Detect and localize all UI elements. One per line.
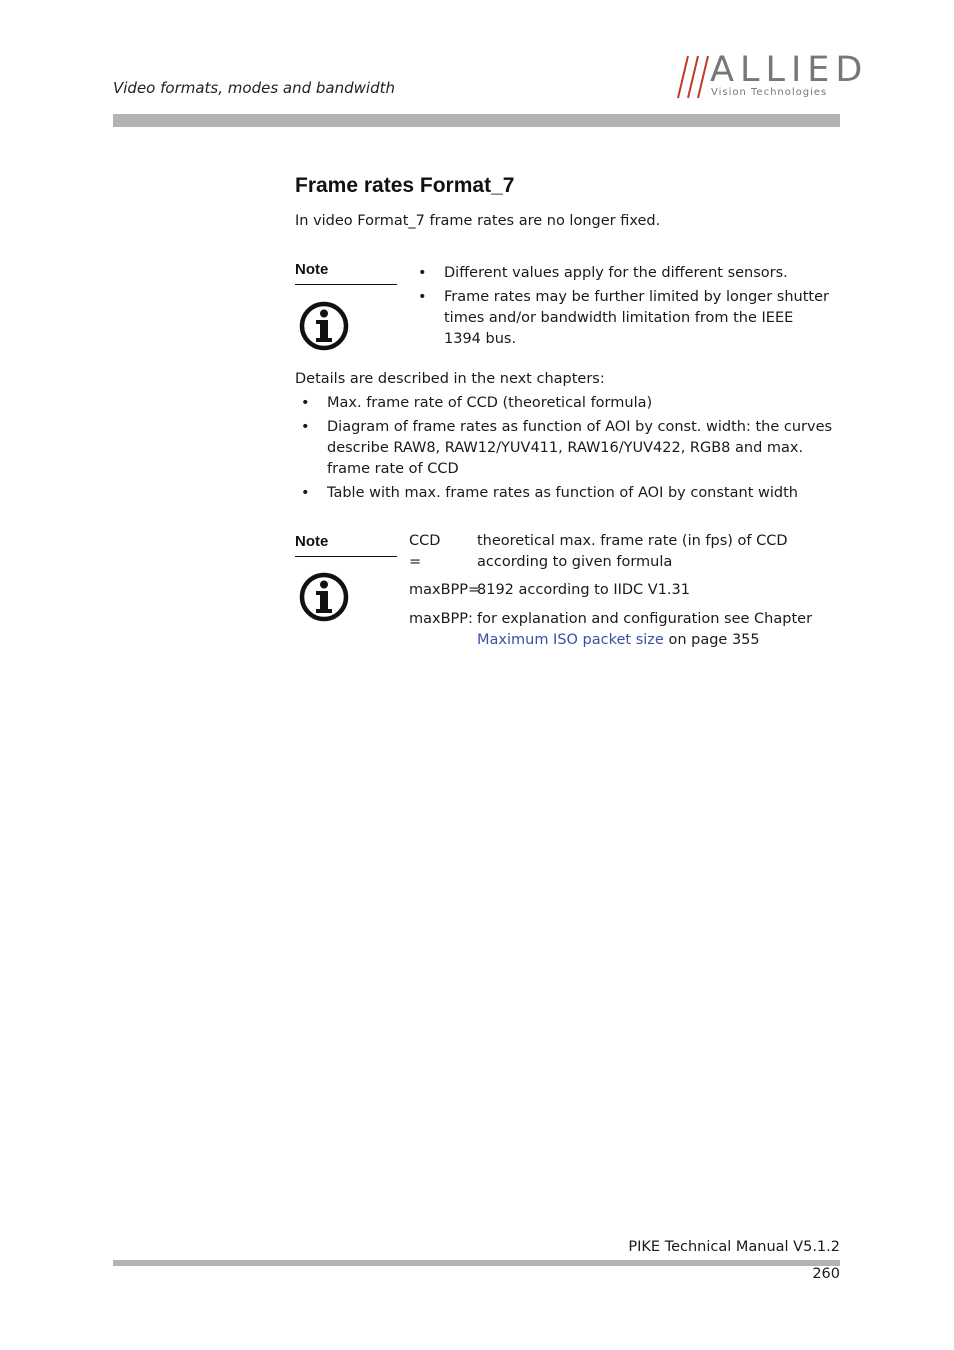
intro-text: In video Format_7 frame rates are no longer fixed. <box>295 213 661 229</box>
list-item: • Frame rates may be further limited by longer shutter times and/or bandwidth limitation from the IEEE 1394 bus. <box>412 287 832 350</box>
info-icon <box>298 300 350 352</box>
definition-prefix: for explanation and configuration see Chapter <box>477 611 813 627</box>
note-label: Note <box>295 533 329 550</box>
details-list <box>295 393 835 504</box>
definition-text <box>477 609 847 651</box>
list-item: • Diagram of frame rates as function of AOI by const. width: the curves describe RAW8, RAW12/YUV411, RAW16/YUV422, RGB8 and max. frame rate of CCD <box>295 417 835 480</box>
definition-suffix: on page 355 <box>668 632 760 648</box>
definition-term: maxBPP: <box>409 611 473 627</box>
note-rule <box>295 556 397 557</box>
note-label: Note <box>295 261 329 278</box>
list-item: • Table with max. frame rates as function of AOI by constant width <box>295 483 835 504</box>
definition-term: maxBPP= <box>409 582 481 598</box>
definition-term: CCD = <box>409 533 441 570</box>
note-rule <box>295 284 397 285</box>
definition-text: theoretical max. frame rate (in fps) of CCD according to given formula <box>477 533 788 570</box>
details-lead: Details are described in the next chapters: <box>295 371 605 387</box>
logo-tagline: Vision Technologies <box>711 87 828 98</box>
logo-slashes-icon <box>668 54 710 100</box>
section-heading: Frame rates Format_7 <box>295 174 515 197</box>
page-number: 260 <box>812 1266 840 1282</box>
footer-manual-title: PIKE Technical Manual V5.1.2 <box>628 1239 840 1255</box>
definition-text: 8192 according to IIDC V1.31 <box>477 582 690 598</box>
footer-rule <box>113 1260 840 1266</box>
note1-list <box>412 263 832 350</box>
list-item: • Different values apply for the different sensors. <box>412 263 832 284</box>
logo-brand: ALLIED <box>710 50 869 90</box>
info-icon <box>298 571 350 623</box>
chapter-link[interactable]: Maximum ISO packet size <box>477 632 664 648</box>
list-item: • Max. frame rate of CCD (theoretical formula) <box>295 393 835 414</box>
header-rule <box>113 114 840 127</box>
running-header: Video formats, modes and bandwidth <box>113 79 395 97</box>
allied-logo <box>668 50 869 100</box>
